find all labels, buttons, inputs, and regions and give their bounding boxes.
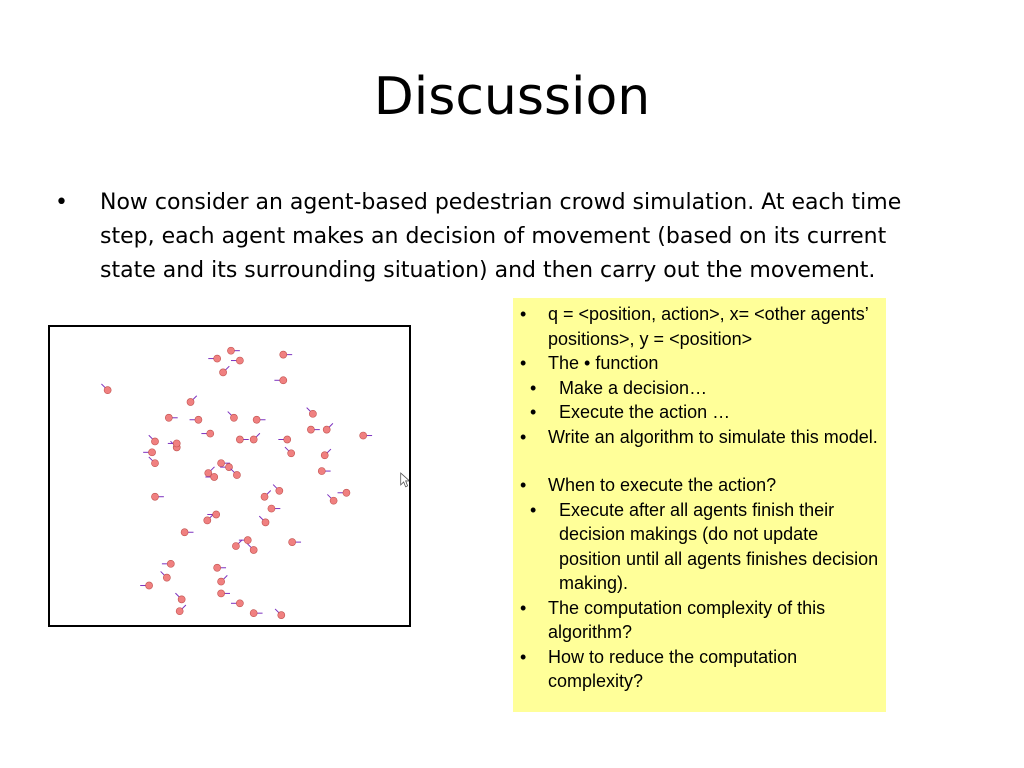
bullet-dot-icon: • — [530, 402, 537, 422]
mouse-cursor-icon — [401, 473, 409, 487]
note-subitem: • Make a decision… — [518, 376, 880, 401]
agent-dot — [214, 355, 221, 362]
agent-dot — [218, 460, 225, 467]
agent-dot — [104, 387, 111, 394]
main-bullet — [55, 186, 945, 288]
slide-title: Discussion — [373, 67, 651, 127]
agent-dot — [250, 610, 257, 617]
notes-box — [513, 298, 886, 712]
agent-dot — [232, 543, 239, 550]
agent-dot — [187, 398, 194, 405]
agent-dot — [151, 460, 158, 467]
crowd-simulation-canvas — [50, 327, 409, 625]
note-item: • q = <position, action>, x= <other agents’ positions>, y = <position> — [520, 304, 869, 349]
agent-dot — [148, 449, 155, 456]
agent-dot — [151, 438, 158, 445]
agent-dot — [253, 416, 260, 423]
note-subitem: • Execute after all agents finish their decision makings (do not update position until all agents finishes decision making). — [530, 499, 879, 593]
agent-dot — [262, 519, 269, 526]
bullet-dot-icon: • — [520, 475, 527, 495]
agent-dot — [309, 410, 316, 417]
agent-dot — [151, 493, 158, 500]
note-item: • Write an algorithm to simulate this model. — [518, 425, 880, 450]
agent-dot — [207, 430, 214, 437]
agent-dot — [278, 612, 285, 619]
agent-dot — [214, 564, 221, 571]
agent-dot — [165, 414, 172, 421]
agent-dot — [307, 426, 314, 433]
note-item: • The • function — [518, 351, 880, 376]
agent-dot — [323, 426, 330, 433]
agent-dot — [195, 416, 202, 423]
agent-dot — [167, 560, 174, 567]
agent-dot — [284, 436, 291, 443]
bullet-dot-icon: • — [520, 304, 527, 324]
agent-dot — [204, 517, 211, 524]
note-subitem: • Execute the action … — [518, 400, 880, 425]
crowd-simulation-figure — [48, 325, 411, 627]
bullet-dot-icon: • — [520, 597, 527, 618]
agent-dot — [233, 471, 240, 478]
bullet-dot-icon: • — [530, 499, 537, 520]
agent-dot — [244, 537, 251, 544]
bullet-dot-icon: • — [520, 353, 527, 373]
agent-dot — [230, 414, 237, 421]
agent-dot — [360, 432, 367, 439]
agent-dot — [173, 440, 180, 447]
agent-dot — [318, 468, 325, 475]
agent-dot — [178, 596, 185, 603]
agent-dot — [236, 357, 243, 364]
agent-dot — [218, 590, 225, 597]
bullet-dot-icon: • — [520, 426, 527, 447]
agent-dot — [181, 529, 188, 536]
agent-dot — [250, 436, 257, 443]
note-sublist — [518, 498, 880, 596]
agent-dot — [261, 493, 268, 500]
agent-dot — [280, 351, 287, 358]
agent-dot — [321, 452, 328, 459]
agent-dot — [236, 436, 243, 443]
agent-dot — [330, 497, 337, 504]
bullet-dot-icon: • — [520, 646, 527, 667]
agent-dot — [268, 505, 275, 512]
agent-dot — [227, 347, 234, 354]
agent-dot — [163, 574, 170, 581]
agent-dot — [276, 487, 283, 494]
agent-dot — [146, 582, 153, 589]
agent-dot — [236, 600, 243, 607]
bullet-dot-icon: • — [55, 190, 68, 215]
agent-dot — [280, 377, 287, 384]
agent-dot — [176, 608, 183, 615]
agent-dot — [211, 473, 218, 480]
note-spacer — [518, 449, 880, 473]
agent-dot — [343, 489, 350, 496]
agent-dot — [218, 578, 225, 585]
agent-dot — [288, 450, 295, 457]
main-bullet-text: Now consider an agent-based pedestrian crowd simulation. At each time step, each agent makes an decision of movement (based on its current state and its surrounding situation) and then carry out the movement. — [100, 190, 902, 283]
note-item: • The computation complexity of this algorithm? — [520, 597, 826, 642]
note-item: • How to reduce the computation complexity? — [520, 646, 798, 691]
agent-dot — [220, 369, 227, 376]
note-sublist — [518, 376, 880, 425]
note-item: • When to execute the action? — [518, 473, 880, 498]
agent-dot — [213, 511, 220, 518]
bullet-dot-icon: • — [530, 377, 537, 398]
agent-dot — [250, 546, 257, 553]
agent-dot — [289, 539, 296, 546]
